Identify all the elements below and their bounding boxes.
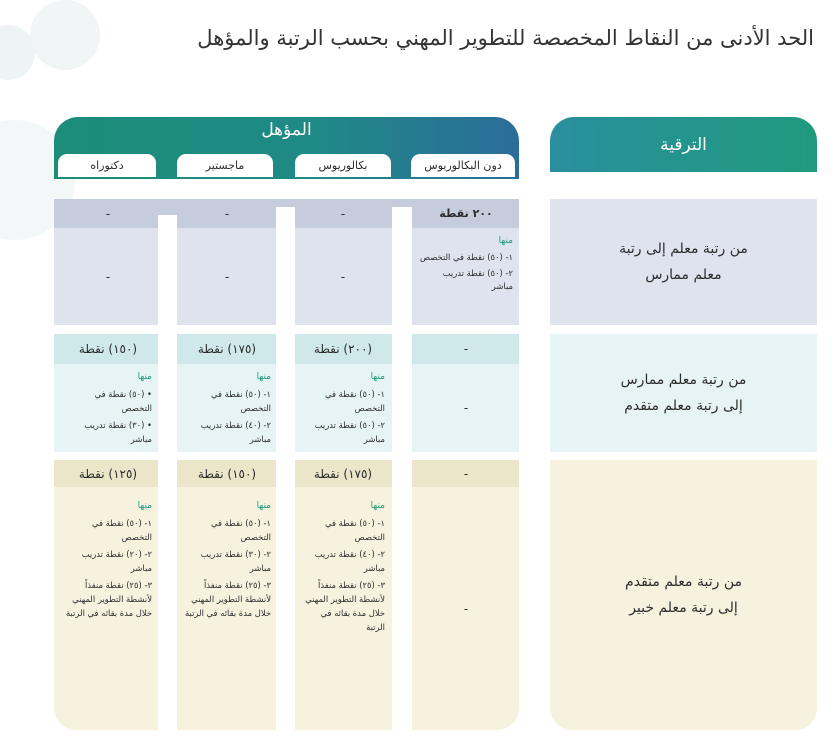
row3-body-item-1: ١- (٥٠) نقطة في التخصص (325, 518, 385, 542)
row-label-line-2: معلم ممارس (645, 267, 722, 283)
row-label-teacher-to-practitioner (550, 199, 817, 325)
row3-body-title: منها (370, 501, 385, 511)
row3-body-title: منها (256, 501, 271, 511)
row3-body-doctorate (58, 494, 158, 724)
qualification-header-label: المؤهل (261, 120, 312, 140)
row2-body-item-2: ٢- (٥٠) نقطة تدريب مباشر (314, 420, 385, 444)
row1-body-item-2: ٢- (٥٠) نقطة تدريب مباشر (442, 268, 513, 291)
row3-body-bachelor (295, 494, 391, 724)
row3-body-item-2: ٢- (٢٠) نقطة تدريب مباشر (81, 549, 152, 573)
row1-head-doctorate: - (105, 206, 111, 221)
row1-body-below-bachelor (413, 230, 519, 325)
column-separator (158, 215, 177, 327)
row3-head-bachelor: (١٧٥) نقطة (313, 466, 373, 481)
column-separator (392, 334, 412, 460)
row2-body-item-2: • (٣٠) نقطة تدريب مباشر (84, 420, 152, 444)
row2-body-item-1: ١- (٥٠) نقطة في التخصص (325, 389, 385, 413)
row3-body-item-1: ١- (٥٠) نقطة في التخصص (211, 518, 271, 542)
row2-body-below-bachelor: - (463, 401, 469, 415)
row-label-line-1: من رتبة معلم متقدم (625, 574, 742, 590)
row3-body-item-1: ١- (٥٠) نقطة في التخصص (92, 518, 152, 542)
row1-body-item-1: ١- (٥٠) نقطة في التخصص (420, 252, 513, 262)
row1-head-master: - (224, 206, 230, 221)
row3-body-title: منها (137, 501, 152, 511)
row-label-advanced-to-expert (550, 460, 817, 730)
row2-body-title: منها (370, 372, 385, 382)
row2-body-doctorate (58, 365, 158, 452)
row-label-line-1: من رتبة معلم إلى رتبة (619, 241, 748, 257)
row2-head-below-bachelor: - (463, 342, 469, 356)
row1-body-title: منها (498, 236, 513, 246)
tab-bachelor: بكالوريوس (295, 154, 391, 177)
row1-body-master: - (224, 269, 230, 284)
row-label-line-2: إلى رتبة معلم خبير (629, 600, 738, 616)
row2-body-bachelor (295, 365, 391, 452)
row1-head-below-bachelor: ٢٠٠ نقطة (439, 207, 493, 220)
row3-body-item-2: ٢- (٣٠) نقطة تدريب مباشر (200, 549, 271, 573)
row3-body-item-2: ٢- (٤٠) نقطة تدريب مباشر (314, 549, 385, 573)
row3-body-item-3: ٣- (٢٥) نقطة منفذاً لأنشطة التطوير المهني خلال مدة بقائه في الرتبة (185, 580, 271, 618)
tab-doctorate: دكتوراه (58, 154, 156, 177)
decor-circle-2 (30, 0, 100, 70)
row3-body-item-3: ٣- (٢٥) نقطة منفذاً لأنشطة التطوير المهني خلال مدة بقائه في الرتبة (66, 580, 152, 618)
row2-body-master (177, 365, 277, 452)
promotion-header-label: الترقية (660, 134, 707, 155)
row3-head-doctorate: (١٢٥) نقطة (78, 466, 138, 481)
tab-below-bachelor: دون البكالوريوس (411, 154, 515, 177)
row2-body-item-2: ٢- (٤٠) نقطة تدريب مباشر (200, 420, 271, 444)
column-separator (276, 334, 295, 460)
row3-body-master (177, 494, 277, 724)
tab-master: ماجستير (177, 154, 273, 177)
row1-head-bachelor: - (340, 206, 346, 221)
row1-body-bachelor: - (340, 269, 346, 284)
column-separator (392, 460, 412, 739)
row2-head-master: (١٧٥) نقطة (197, 342, 257, 356)
row2-head-bachelor: (٢٠٠) نقطة (313, 342, 373, 356)
column-separator (276, 460, 295, 739)
row3-head-master: (١٥٠) نقطة (197, 466, 257, 481)
row2-body-item-1: ١- (٥٠) نقطة في التخصص (211, 389, 271, 413)
row3-body-item-3: ٣- (٢٥) نقطة منفذاً لأنشطة التطوير المهني خلال مدة بقائه في الرتبة (305, 580, 385, 632)
row2-body-title: منها (137, 372, 152, 382)
column-separator (392, 207, 412, 327)
row-label-line-2: إلى رتبة معلم متقدم (624, 398, 743, 414)
row2-head-doctorate: (١٥٠) نقطة (78, 342, 138, 356)
row2-body-title: منها (256, 372, 271, 382)
row3-body-below-bachelor: - (463, 601, 469, 616)
row-label-line-1: من رتبة معلم ممارس (620, 372, 747, 388)
column-separator (158, 334, 177, 460)
row1-body-doctorate: - (105, 269, 111, 284)
promotion-header (550, 117, 817, 172)
row3-head-below-bachelor: - (463, 466, 469, 481)
row-label-practitioner-to-advanced (550, 334, 817, 452)
page-title: الحد الأدنى من النقاط المخصصة للتطوير المهني بحسب الرتبة والمؤهل (197, 26, 814, 50)
column-separator (158, 460, 177, 739)
row2-body-item-1: • (٥٠) نقطة في التخصص (94, 389, 152, 413)
column-separator (276, 207, 295, 327)
